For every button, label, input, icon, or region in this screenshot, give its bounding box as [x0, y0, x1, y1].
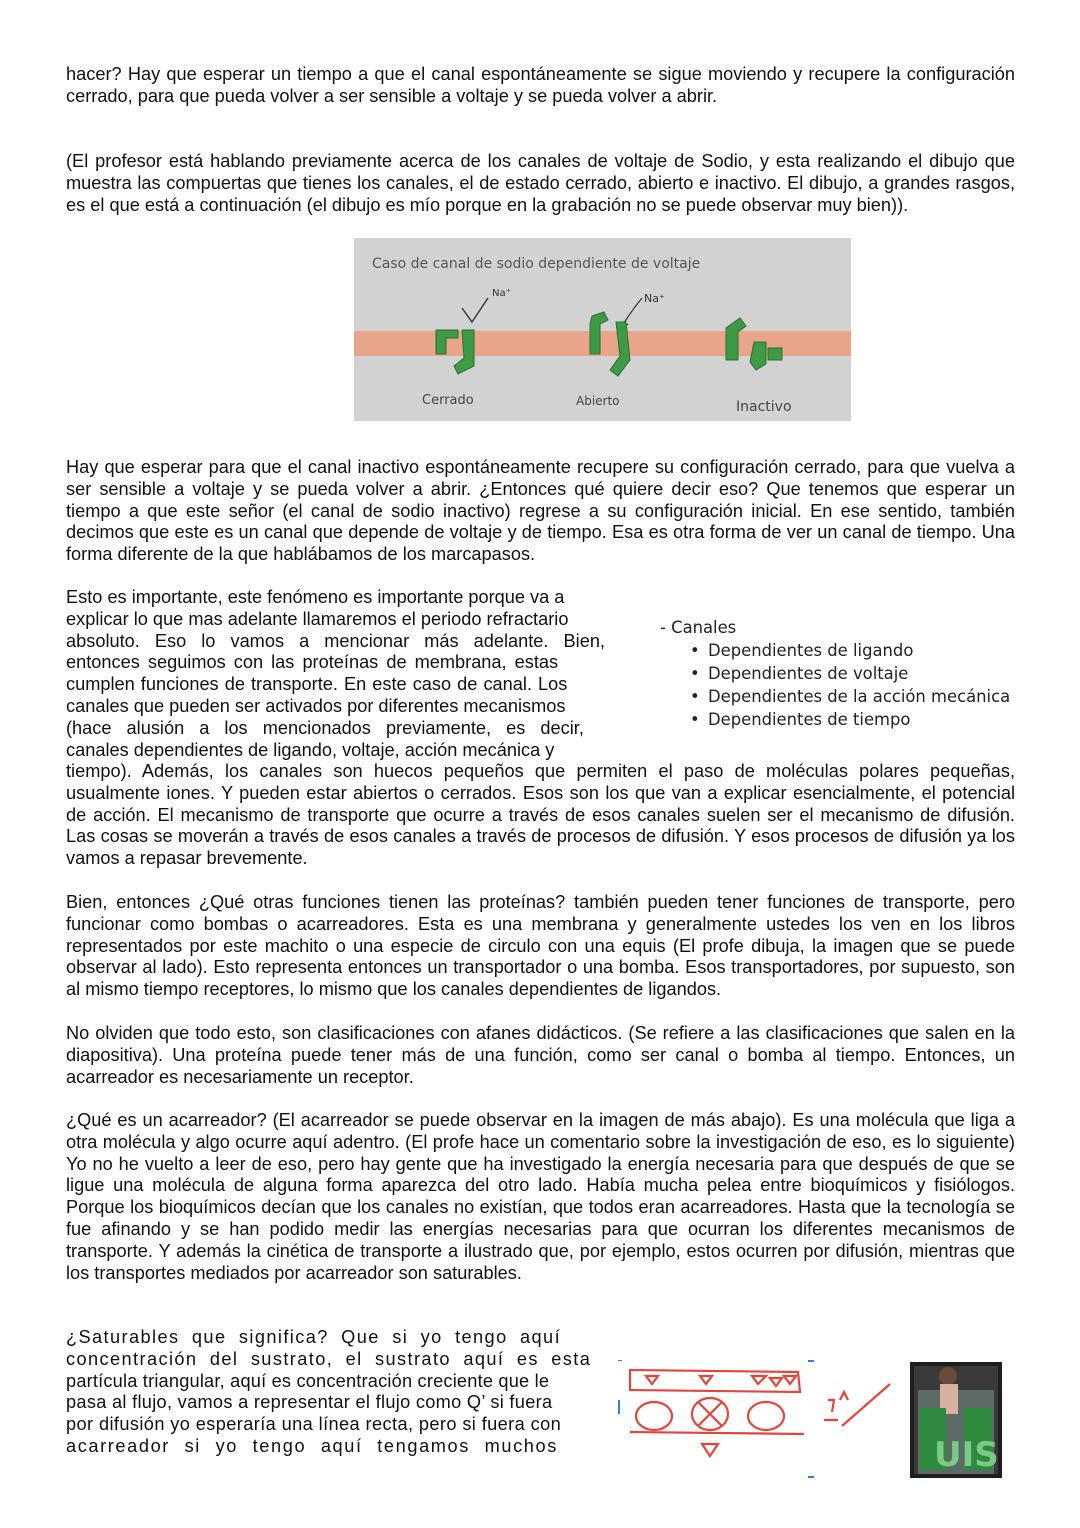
video-thumbnail: [910, 1362, 1002, 1478]
list-item: • Dependientes de la acción mecánica: [690, 685, 1040, 708]
list-item: • Dependientes de voltaje: [690, 662, 1040, 685]
p8-line: ¿Saturables que significa? Que si yo tengo aquí: [66, 1327, 562, 1347]
label-closed: Cerrado: [422, 393, 474, 408]
p4-line: Esto es importante, este fenómeno es importante porque va a: [66, 587, 565, 607]
paragraph-1: hacer? Hay que esperar un tiempo a que el canal espontáneamente se sigue moviendo y recupere la configuración cerrado, para que pueda volver a ser sensible a voltaje y se pueda volver a abrir.: [66, 64, 1015, 106]
sodium-channel-drawing: [354, 238, 851, 421]
paragraph-5: Bien, entonces ¿Qué otras funciones tienen las proteínas? también pueden tener funciones de transporte, pero funcionar como bombas o acarreadores. Esta es una membrana y generalmente ustedes los ven en los libros representados por este machito o una especie de circulo con una equis (El profe dibuja, la imagen que se puede observar al lado). Esto representa entonces un transportador o una bomba. Esos transportadores, por supuesto, son al mismo tiempo receptores, lo mismo que los canales dependientes de ligandos.: [66, 892, 1015, 1000]
carrier-whiteboard-screenshot: [618, 1360, 1002, 1478]
p4-line: (hace alusión a los mencionados previamente, es decir,: [66, 717, 584, 738]
paragraph-3: Hay que esperar para que el canal inactivo espontáneamente recupere su configuración cerrado, para que vuelva a ser sensible a voltaje y se pueda volver a abrir. ¿Entonces qué quiere decir eso? Que tenemos que esperar un tiempo a que este señor (el canal de sodio inactivo) regrese a su configuración inicial. En ese sentido, también decimos que este es un canal que depende de voltaje y de tiempo. Esa es otra forma de ver un canal de tiempo. Una forma diferente de la que hablábamos de los marcapasos.: [66, 457, 1015, 565]
paragraph-4-wrapped: [66, 587, 622, 761]
drawing-title: Caso de canal de sodio dependiente de voltaje: [372, 256, 701, 272]
list-item: • Dependientes de tiempo: [690, 708, 1040, 731]
p4-line: canales dependientes de ligando, voltaje, acción mecánica y: [66, 739, 555, 760]
p8-line: acarreador si yo tengo aquí tengamos muchos: [66, 1435, 558, 1456]
list-item: • Dependientes de ligando: [690, 639, 1040, 662]
paragraph-6: No olviden que todo esto, son clasificaciones con afanes didácticos. (Se refiere a las clasificaciones que salen en la diapositiva). Una proteína puede tener más de una función, como ser canal o bomba al tiempo. Entonces, un acarreador es necesariamente un receptor.: [66, 1023, 1015, 1087]
paragraph-2: (El profesor está hablando previamente acerca de los canales de voltaje de Sodio, y esta realizando el dibujo que muestra las compuertas que tienes los canales, el de estado cerrado, abierto e inactivo. El dibujo, a grandes rasgos, es el que está a continuación (el dibujo es mío porque en la grabación no se puede observar muy bien)).: [66, 151, 1015, 215]
p4-line: entonces seguimos con las proteínas de membrana, estas: [66, 652, 559, 673]
p4-line: canales que pueden ser activados por diferentes mecanismos: [66, 695, 566, 716]
paragraph-4-rest: tiempo). Además, los canales son huecos pequeños que permiten el paso de moléculas polares pequeñas, usualmente iones. Y pueden estar abiertos o cerrados. Esos son los que van a explicar esencialmente, el potencial de acción. El mecanismo de transporte que ocurre a través de esos canales suelen ser el mecanismo de difusión. Las cosas se moverán a través de esos canales a través de procesos de difusión. Y esos procesos de difusión ya los vamos a repasar brevemente.: [66, 761, 1015, 869]
p8-line: concentración del sustrato, el sustrato aquí es esta: [66, 1348, 592, 1369]
p8-line: por difusión yo esperaría una línea recta, pero si fuera con: [66, 1414, 562, 1435]
canales-heading: - Canales: [660, 618, 737, 637]
p4-line: cumplen funciones de transporte. En este caso de canal. Los: [66, 674, 568, 695]
label-open: Abierto: [576, 394, 620, 408]
p4-line: absoluto. Eso lo vamos a mencionar más adelante. Bien,: [66, 630, 605, 651]
paragraph-8-wrapped: [66, 1327, 596, 1458]
presenter-avatar: [939, 1367, 957, 1385]
label-inactive: Inactivo: [736, 399, 792, 415]
canales-list: [660, 616, 1040, 731]
ion-arrow-1: [462, 298, 488, 322]
ion-label-2: Na⁺: [644, 292, 665, 305]
p4-line: explicar lo que mas adelante llamaremos el periodo refractario: [66, 608, 569, 629]
uis-logo-icon: UIS: [934, 1435, 999, 1475]
ion-label-1: Na⁺: [492, 288, 511, 299]
p8-line: partícula triangular, aquí es concentración creciente que le: [66, 1370, 550, 1391]
paragraph-7: ¿Qué es un acarreador? (El acarreador se puede observar en la imagen de más abajo). Es una molécula que liga a otra molécula y algo ocurre aquí adentro. (El profe hace un comentario sobre la investigación de eso, es lo siguiente) Yo no he vuelto a leer de eso, pero hay gente que ha investigado la energía necesaria para que después de que se ligue una molécula de alguna forma aparezca del otro lado. Había mucha pelea entre bioquímicos y fisiólogos. Porque los bioquímicos decían que los canales no existían, que todos eran acarreadores. Hasta que la tecnología se fue afinando y se han podido medir las energías necesarias para que ocurran los diferentes mecanismos de transporte. Y además la cinética de transporte a ilustrado que, por ejemplo, estos ocurren por difusión, mientras que los transportes mediados por acarreador son saturables.: [66, 1110, 1015, 1283]
p8-line: pasa al flujo, vamos a representar el flujo como Q’ si fuera: [66, 1392, 553, 1413]
